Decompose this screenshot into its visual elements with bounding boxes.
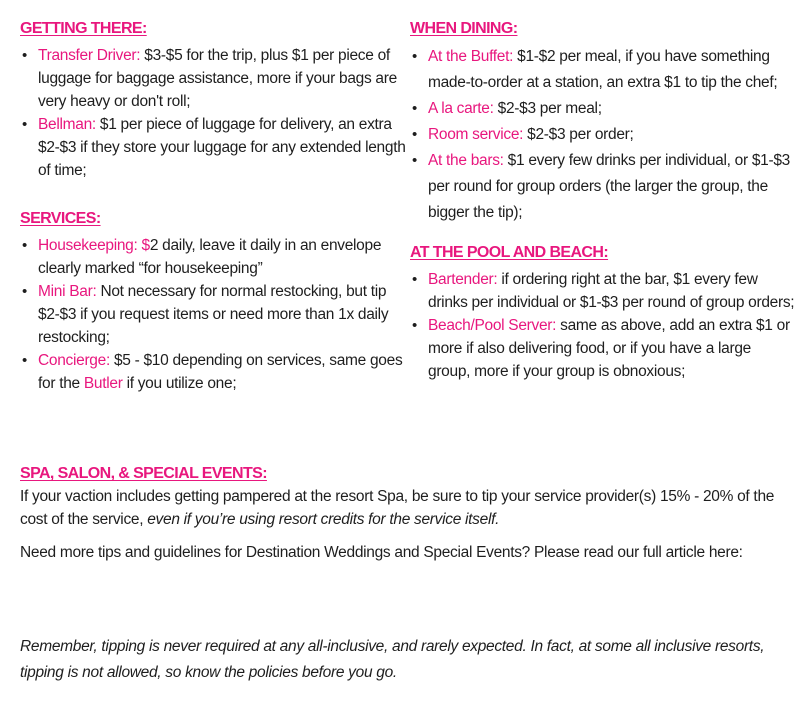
item-text: $5 - $10 depending on services, same goes for the: [38, 352, 403, 392]
list-item: [410, 268, 795, 314]
spa-text: If your vaction includes getting pampered at the resort Spa, be sure to tip your service provider(s) 15% - 20% of the cost of the service,: [20, 488, 775, 528]
item-text: $1 every few drinks per individual, or $1-$3 per round for group orders (the larger the group, the bigger the tip);: [428, 152, 790, 221]
item-label: Room service:: [428, 126, 524, 143]
services-section: [20, 210, 410, 395]
getting-there-section: [20, 20, 410, 182]
item-text: if you utilize one;: [122, 375, 237, 392]
right-column: [410, 20, 795, 397]
list-item: [410, 96, 795, 122]
item-text: $2-$3 per order;: [523, 126, 634, 143]
spa-section: [20, 465, 795, 564]
item-label: Housekeeping: $: [38, 237, 150, 254]
item-label: At the Buffet:: [428, 48, 514, 65]
services-heading: SERVICES:: [20, 210, 101, 227]
getting-there-list: [20, 44, 410, 182]
remember-note: Remember, tipping is never required at any all-inclusive, and rarely expected. In fact, at some all inclusive resorts, tipping is not allowed, so know the policies before you go.: [20, 638, 765, 681]
item-label: Beach/Pool Server:: [428, 317, 557, 334]
item-label: Concierge:: [38, 352, 110, 369]
spa-paragraph: [20, 485, 795, 531]
left-column: [20, 20, 410, 409]
item-text: same as above, add an extra $1 or more if also delivering food, or if you have a large group, more if your group is obnoxious;: [428, 317, 790, 380]
pool-beach-heading: AT THE POOL AND BEACH:: [410, 244, 609, 261]
when-dining-section: [410, 20, 795, 226]
item-label: A la carte:: [428, 100, 494, 117]
list-item: [410, 44, 795, 96]
getting-there-heading: GETTING THERE:: [20, 20, 147, 37]
item-label: Bartender:: [428, 271, 498, 288]
item-text: Not necessary for normal restocking, but tip $2-$3 if you request items or need more than 1x daily restocking;: [38, 283, 389, 346]
list-item: [20, 349, 410, 395]
pool-beach-list: [410, 268, 795, 383]
spa-italic-text: even if you’re using resort credits for the service itself.: [147, 511, 500, 528]
item-text: 2 daily, leave it daily in an envelope clearly marked “for housekeeping”: [38, 237, 382, 277]
list-item: [410, 148, 795, 226]
list-item: [410, 314, 795, 383]
list-item: [20, 280, 410, 349]
list-item: [20, 113, 410, 182]
item-label-butler: Butler: [83, 375, 123, 392]
list-item: [20, 44, 410, 113]
when-dining-heading: WHEN DINING:: [410, 20, 518, 37]
item-text: if ordering right at the bar, $1 every few drinks per individual or $1-$3 per round of group orders;: [428, 271, 795, 311]
list-item: [410, 122, 795, 148]
spa-heading: SPA, SALON, & SPECIAL EVENTS:: [20, 465, 267, 482]
item-text: $1 per piece of luggage for delivery, an extra $2-$3 if they store your luggage for any extended length of time;: [38, 116, 406, 179]
more-tips-paragraph: Need more tips and guidelines for Destination Weddings and Special Events? Please read our full article here:: [20, 544, 743, 561]
pool-beach-section: [410, 244, 795, 383]
when-dining-list: [410, 44, 795, 226]
item-label: Mini Bar:: [38, 283, 97, 300]
item-text: $2-$3 per meal;: [493, 100, 602, 117]
item-label: At the bars:: [428, 152, 504, 169]
item-text: $1-$2 per meal, if you have something made-to-order at a station, an extra $1 to tip the chef;: [428, 48, 778, 91]
item-text: $3-$5 for the trip, plus $1 per piece of luggage for baggage assistance, more if your bags are very heavy or don't roll;: [38, 47, 397, 110]
services-list: [20, 234, 410, 395]
item-label: Bellman:: [38, 116, 96, 133]
list-item: [20, 234, 410, 280]
item-label: Transfer Driver:: [38, 47, 141, 64]
